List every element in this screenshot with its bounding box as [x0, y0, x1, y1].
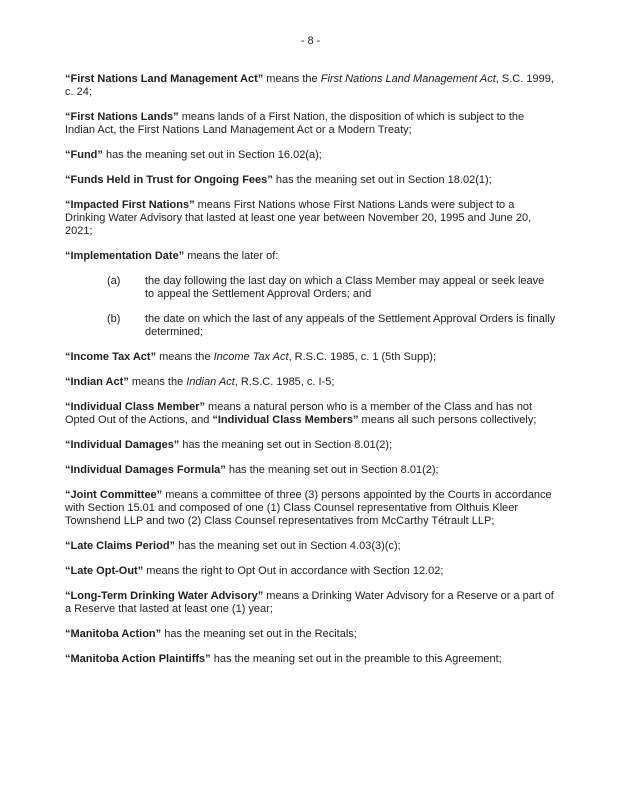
definition-paragraph	[65, 199, 556, 238]
list-item-label: (b)	[107, 313, 121, 325]
defined-term: “Manitoba Action”	[65, 628, 162, 640]
definitions-section	[65, 73, 556, 666]
text-run: means the later of:	[184, 250, 279, 262]
definition-paragraph	[65, 540, 556, 553]
statute-name: Indian Act	[186, 376, 235, 388]
text-run: has the meaning set out in Section 8.01(2);	[179, 439, 393, 451]
definition-paragraph	[65, 653, 556, 666]
definition-paragraph	[65, 464, 556, 477]
text-run: means the	[156, 351, 214, 363]
text-run: , S.C. 1999, c. 24;	[65, 73, 554, 98]
definition-paragraph	[65, 401, 556, 427]
defined-term: “Individual Damages”	[65, 439, 180, 451]
text-run: means a Drinking Water Advisory for a Reserve or a part of a Reserve that lasted at least one (1) year;	[65, 590, 554, 615]
text-run: the date on which the last of any appeals of the Settlement Approval Orders is finally determined;	[145, 313, 556, 338]
definition-paragraph	[65, 489, 556, 528]
text-run: the day following the last day on which a Class Member may appeal or seek leave to appeal the Settlement Approval Orders; and	[145, 275, 545, 300]
page-number: - 8 -	[300, 35, 321, 47]
text-run: means the right to Opt Out in accordance with Section 12.02;	[143, 565, 444, 577]
list-item-label: (a)	[107, 275, 121, 287]
text-run: has the meaning set out in Section 8.01(2);	[225, 464, 439, 476]
definition-paragraph	[65, 250, 556, 263]
definition-paragraph	[65, 149, 556, 162]
defined-term: “First Nations Lands”	[65, 111, 179, 123]
text-run: has the meaning set out in Section 18.02(1);	[272, 174, 492, 186]
statute-name: Income Tax Act	[213, 351, 289, 363]
defined-term: “Income Tax Act”	[65, 351, 157, 363]
defined-term: “Joint Committee”	[65, 489, 163, 501]
defined-term: “Individual Class Member”	[65, 401, 205, 413]
list-item-text	[145, 313, 556, 339]
defined-term: “Funds Held in Trust for Ongoing Fees”	[65, 174, 273, 186]
definition-paragraph	[65, 590, 556, 616]
definition-paragraph	[65, 111, 556, 137]
definition-paragraph	[65, 628, 556, 641]
text-run: has the meaning set out in Section 16.02(a);	[102, 149, 322, 161]
definition-paragraph	[65, 565, 556, 578]
defined-term: “Long-Term Drinking Water Advisory”	[65, 590, 264, 602]
defined-term: “Manitoba Action Plaintiffs”	[65, 653, 211, 665]
defined-term: “Individual Damages Formula”	[65, 464, 226, 476]
definition-paragraph	[65, 174, 556, 187]
definition-paragraph	[65, 439, 556, 452]
text-run: , R.S.C. 1985, c. I-5;	[234, 376, 335, 388]
text-run: means all such persons collectively;	[358, 414, 537, 426]
definition-paragraph	[65, 351, 556, 364]
defined-term: “Individual Class Members”	[212, 414, 359, 426]
text-run: means First Nations whose First Nations Lands were subject to a Drinking Water Advisory that lasted at least one year between November 20, 1995 and June 20, 2021;	[65, 199, 532, 237]
list-item	[65, 313, 556, 339]
text-run: has the meaning set out in the Recitals;	[161, 628, 357, 640]
defined-term: “Late Opt-Out”	[65, 565, 144, 577]
text-run: means the	[128, 376, 187, 388]
text-run: means lands of a First Nation, the disposition of which is subject to the Indian Act, the First Nations Land Management Act or a Modern Treaty;	[65, 111, 525, 136]
list-item-text	[145, 275, 556, 301]
text-run: means a natural person who is a member of the Class and has not Opted Out of the Actions, and	[65, 401, 533, 426]
defined-term: “Late Claims Period”	[65, 540, 176, 552]
text-run: , R.S.C. 1985, c. 1 (5th Supp);	[288, 351, 436, 363]
definition-paragraph	[65, 73, 556, 99]
text-run: has the meaning set out in the preamble to this Agreement;	[210, 653, 502, 665]
defined-term: “Implementation Date”	[65, 250, 185, 262]
text-run: means the	[263, 73, 321, 85]
statute-name: First Nations Land Management Act	[320, 73, 496, 85]
defined-term: “First Nations Land Management Act”	[65, 73, 264, 85]
text-run: has the meaning set out in Section 4.03(3)(c);	[175, 540, 401, 552]
text-run: means a committee of three (3) persons appointed by the Courts in accordance with Section 15.01 and composed of one (1) Class Counsel representative from Olthuis Kleer Townshend LLP and two (2) Class Counsel representatives from McCarthy Tétrault LLP;	[65, 489, 552, 527]
list-item	[65, 275, 556, 301]
defined-term: “Fund”	[65, 149, 103, 161]
definition-paragraph	[65, 376, 556, 389]
defined-term: “Impacted First Nations”	[65, 199, 195, 211]
defined-term: “Indian Act”	[65, 376, 129, 388]
